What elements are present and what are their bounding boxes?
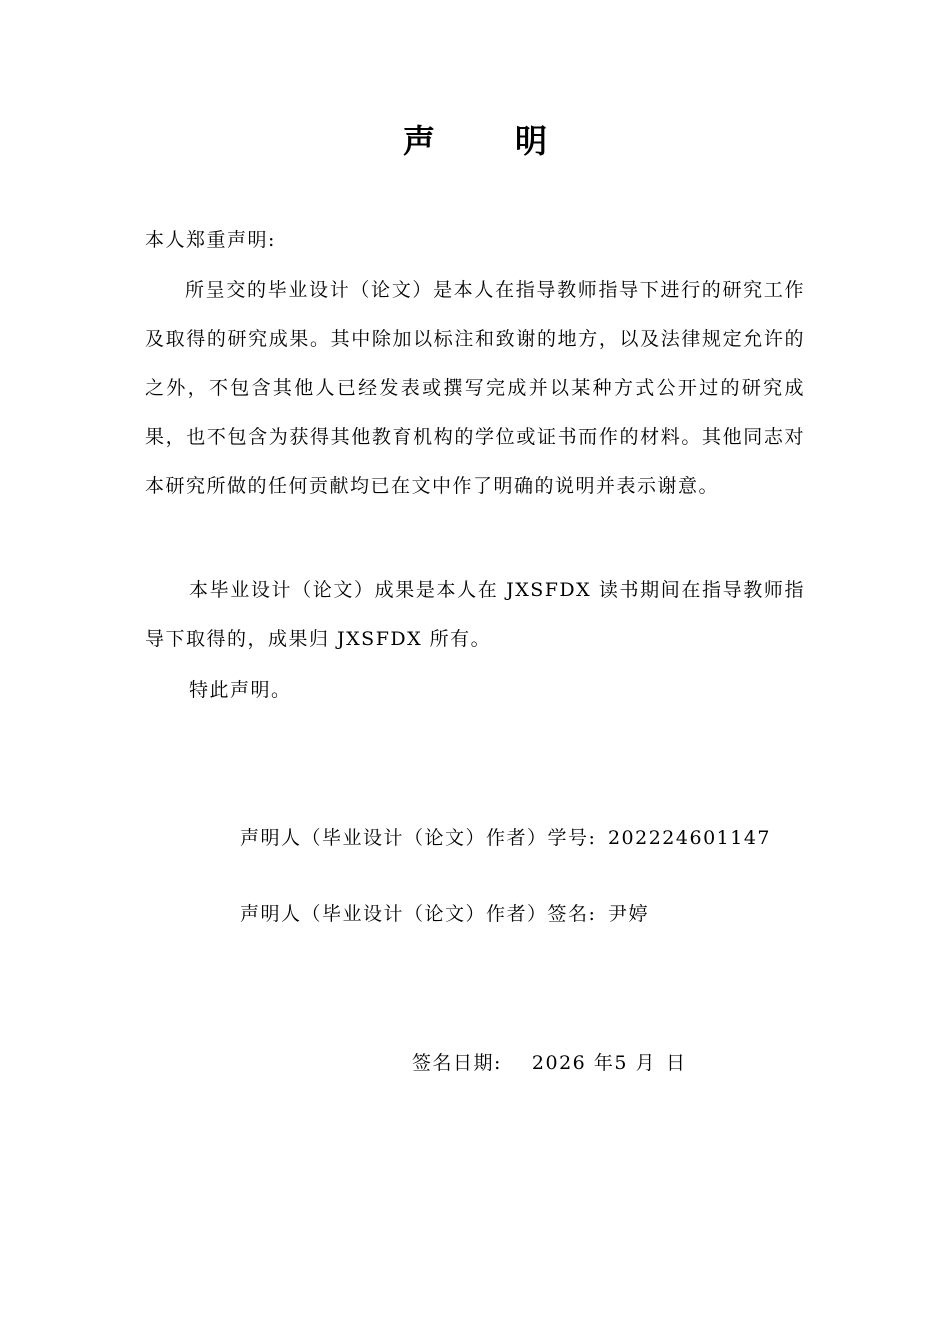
date-month-unit: 月 (635, 1052, 656, 1074)
signature-student-id (240, 823, 840, 853)
date-label: 签名日期: (412, 1052, 502, 1074)
date-year: 2026 (531, 1052, 587, 1074)
page-title: 声明 (402, 122, 627, 160)
date-month: 5 (614, 1052, 628, 1074)
signature-name-value: 尹婷 (607, 903, 649, 925)
intro-text: 本人郑重声明: (145, 229, 276, 251)
student-id-value: 202224601147 (607, 827, 772, 849)
date-day-unit: 日 (665, 1052, 687, 1074)
paragraph-ownership: 本毕业设计（论文）成果是本人在 JXSFDX 读书期间在指导教师指导下取得的，成果归 JXSFDX 所有。 (145, 579, 805, 650)
paragraph-closing: 特此声明。 (189, 679, 292, 701)
student-id-label: 声明人（毕业设计（论文）作者）学号: (240, 827, 597, 849)
signature-name (240, 899, 840, 929)
date-year-unit: 年 (593, 1052, 615, 1074)
signature-name-label: 声明人（毕业设计（论文）作者）签名: (240, 903, 597, 925)
signature-date (412, 1048, 687, 1078)
paragraph-originality: 所呈交的毕业设计（论文）是本人在指导教师指导下进行的研究工作及取得的研究成果。其中除加以标注和致谢的地方，以及法律规定允许的之外，不包含其他人已经发表或撰写完成并以某种方式公开过的研究成果，也不包含为获得其他教育机构的学位或证书而作的材料。其他同志对本研究所做的任何贡献均已在文中作了明确的说明并表示谢意。 (145, 279, 805, 497)
